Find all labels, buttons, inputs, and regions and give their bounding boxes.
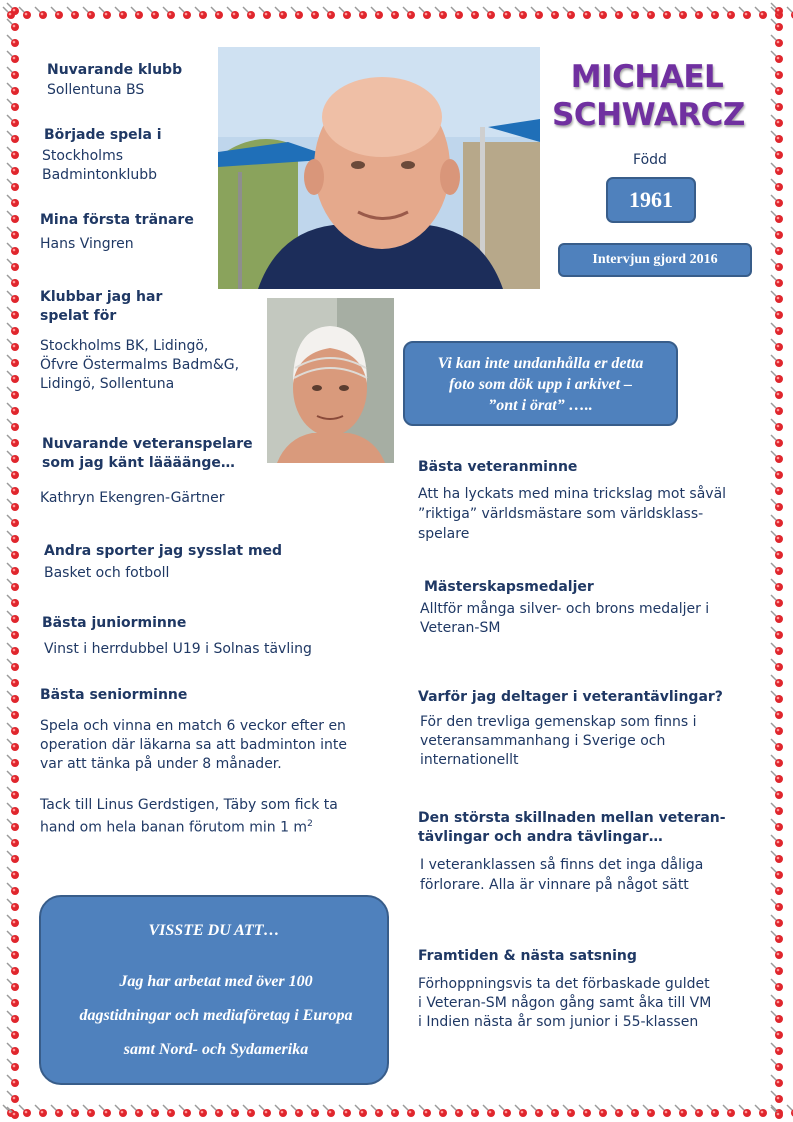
decorative-border-bottom: [0, 1102, 793, 1120]
archive-quote-box: [403, 341, 678, 426]
junior-heading: Bästa juniorminne: [42, 615, 187, 631]
difference-line1: I veteranklassen så finns det inga dåliga: [420, 857, 704, 873]
bandaged-head-photo: [267, 298, 394, 463]
future-heading: Framtiden & nästa satsning: [418, 948, 637, 964]
why-line2: veteransammanhang i Sverige och: [420, 733, 666, 749]
future-line2: i Veteran-SM någon gång samt åka till VM: [418, 995, 712, 1011]
first-name: MICHAEL: [570, 59, 724, 95]
last-name: SCHWARCZ: [552, 97, 745, 133]
quote-line3: ”ont i örat” …..: [488, 397, 593, 414]
why-line3: internationellt: [420, 752, 519, 768]
difference-line2: förlorare. Alla är vinnare på något sätt: [420, 877, 689, 893]
portrait-photo: [218, 47, 540, 289]
medals-line2: Veteran-SM: [420, 620, 501, 636]
veterans-text: Kathryn Ekengren-Gärtner: [40, 490, 225, 506]
best-veteran-line3: spelare: [418, 526, 470, 542]
sports-heading: Andra sporter jag sysslat med: [44, 543, 283, 559]
fact-line2: dagstidningar och mediaföretag i Europa: [79, 1007, 353, 1024]
senior-text-line1: Spela och vinna en match 6 veckor efter en: [40, 718, 346, 734]
interview-note: Intervjun gjord 2016: [592, 252, 718, 267]
best-veteran-line2: ”riktiga” världsmästare som världsklass-: [418, 506, 704, 522]
started-text-line2: Badmintonklubb: [42, 167, 158, 183]
senior-text-line3: var att tänka på under 8 månader.: [40, 756, 282, 772]
name-title: [552, 58, 745, 134]
started-heading: Började spela i: [44, 127, 162, 143]
clubs-text-line2: Öfvre Östermalms Badm&G,: [40, 357, 240, 373]
medals-line1: Alltför många silver- och brons medaljer i: [420, 601, 710, 617]
fact-line1: Jag har arbetat med över 100: [119, 973, 313, 990]
born-year-box: [606, 177, 696, 223]
coaches-heading: Mina första tränare: [40, 212, 194, 228]
senior-text-line5-wrap: [40, 815, 313, 838]
fact-line3: samt Nord- och Sydamerika: [123, 1041, 309, 1058]
senior-heading: Bästa seniorminne: [40, 687, 188, 703]
difference-heading-line2: tävlingar och andra tävlingar…: [418, 829, 663, 845]
decorative-border-top: [0, 4, 793, 22]
clubs-heading-line2: spelat för: [40, 308, 117, 324]
did-you-know-text: [51, 965, 381, 1067]
born-label: Född: [633, 152, 667, 168]
difference-heading-line1: Den största skillnaden mellan veteran-: [418, 810, 726, 826]
future-line3: i Indien nästa år som junior i 55-klassen: [418, 1014, 699, 1030]
did-you-know-box: [39, 895, 389, 1085]
sports-text: Basket och fotboll: [44, 565, 170, 581]
interview-note-box: [558, 243, 752, 277]
decorative-border-left: [4, 0, 22, 1122]
future-line1: Förhoppningsvis ta det förbaskade guldet: [418, 976, 710, 992]
born-year: 1961: [629, 187, 673, 212]
best-veteran-line1: Att ha lyckats med mina trickslag mot såväl: [418, 486, 727, 502]
current-club-text: Sollentuna BS: [47, 82, 145, 98]
medals-heading: Mästerskapsmedaljer: [424, 579, 594, 595]
senior-text-line5: hand om hela banan förutom min 1 m: [40, 819, 308, 836]
why-heading: Varför jag deltager i veterantävlingar?: [418, 689, 723, 705]
veterans-heading-line1: Nuvarande veteranspelare: [42, 436, 253, 452]
decorative-border-right: [768, 0, 786, 1122]
quote-line1: Vi kan inte undanhålla er detta: [437, 355, 644, 372]
best-veteran-heading: Bästa veteranminne: [418, 459, 578, 475]
did-you-know-title: VISSTE DU ATT…: [148, 922, 280, 939]
why-line1: För den trevliga gemenskap som finns i: [420, 714, 697, 730]
current-club-heading: Nuvarande klubb: [47, 62, 183, 78]
senior-text-line2: operation där läkarna sa att badminton inte: [40, 737, 347, 753]
clubs-heading-line1: Klubbar jag har: [40, 289, 163, 305]
coaches-text: Hans Vingren: [40, 236, 134, 252]
senior-text-line4: Tack till Linus Gerdstigen, Täby som fick ta: [40, 797, 338, 813]
superscript-two: 2: [307, 819, 313, 829]
clubs-text-line3: Lidingö, Sollentuna: [40, 376, 175, 392]
quote-line2: foto som dök upp i arkivet –: [448, 376, 633, 393]
clubs-text-line1: Stockholms BK, Lidingö,: [40, 338, 209, 354]
started-text-line1: Stockholms: [42, 148, 124, 164]
junior-text: Vinst i herrdubbel U19 i Solnas tävling: [44, 641, 312, 657]
veterans-heading-line2: som jag känt läääänge…: [42, 455, 235, 471]
